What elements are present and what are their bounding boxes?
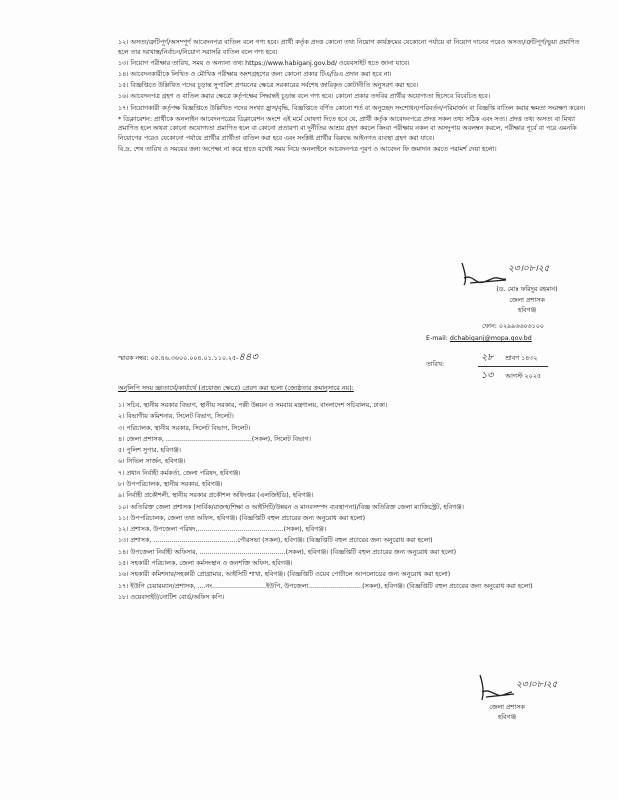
date-label: তারিখ:	[426, 361, 445, 368]
copy-item: ১৩। প্রশাসক, ..........................................পৌরসভা (সকল), হবিগঞ্জ। (বিজ্ঞপ্তিটি বহুল প্রচারের জন্য অনুরোধ করা হলো)	[118, 537, 433, 545]
email-link[interactable]: dchabiganj@mopa.gov.bd	[449, 335, 532, 342]
signatory-phone: ফোন: ০২৯৯৬৬০৬১০০	[482, 323, 544, 330]
footer-signature-date: ২৩।০৮।২৫	[516, 680, 558, 690]
copy-item: ৬। সিভিল সার্জন, হবিগঞ্জ।	[118, 458, 186, 466]
signatory-designation: জেলা প্রশাসক	[509, 297, 545, 304]
copy-item: ১৫। সহকারী পরিচালক, জেলা কর্মসংস্থান ও জনশক্তি অফিস, হবিগঞ্জ।	[118, 559, 293, 567]
signatory-district: হবিগঞ্জ	[517, 307, 537, 314]
copy-item: ১২। প্রশাসক, উপজেলা পরিষদ,...........................................(সকল), হবিগঞ্জ।	[118, 526, 327, 534]
copy-item: ১৬। সহকারী কমিশনার/সহকারী প্রোগ্রামার, আইসিটি শাখা, হবিগঞ্জ। (বিজ্ঞপ্তিটি ওয়েব পোর্টালে আপলোডের জন্য অনুরোধ করা হলো)	[118, 571, 451, 579]
copy-item: ১৪। উপজেলা নির্বাহী অফিসার, ...........................................(সকল), হবিগঞ্জ। (বিজ্ঞপ্তিটি বহুল প্রচারের জন্য অনুরোধ করা হলো)	[118, 548, 457, 556]
copy-item: ১১। উপপরিচালক, জেলা তথ্য অফিস, হবিগঞ্জ। (বিজ্ঞপ্তিটি বহুল প্রচারের জন্য অনুরোধ করা হলো)	[118, 514, 366, 522]
copy-item: ১৮। ওয়েবসাইট/নোটিশ বোর্ড/অফিস কপি।	[118, 593, 225, 601]
date-bangla-day: ২৮	[481, 352, 494, 363]
memo-handwritten-number: ৪৪৩	[238, 352, 258, 363]
email-label: E-mail:	[426, 335, 450, 342]
declaration-note: * ডিক্লারেশন: প্রার্থীকে অনলাইন আবেদনপত্রের ডিক্লারেশন অংশে এই মর্মে ঘোষণা দিতে হবে যে, প্রার্থী কর্তৃক আবেদনপত্রে প্রদত্ত সকল তথ্য সঠিক এবং সত্য। প্রদত্ত তথ্য অসত্য বা মিথ্যা প্রমাণিত হলে অথবা কোনো অযোগ্যতা প্রমাণিত হলে বা কোনো প্রতারণা বা দুর্নীতির আশ্রয় গ্রহণ করলে কিংবা পরীক্ষায় নকল বা অসদুপায় অবলম্বন করলে, পরীক্ষার পূর্বে বা পরে এমনকি নিয়োগের পরেও যেকোনো পর্যায়ে প্রার্থীর প্রার্থীতা বাতিল করা হবে এবং সংশ্লিষ্ট প্রার্থীর বিরুদ্ধে আইনগত ব্যবস্থা গ্রহণ করা যাবে।	[118, 115, 577, 142]
copy-item: ১৭। ইউপি চেয়ারম্যান/প্রশাসক, ....নং...........................ইউপি, উপজেলা...........................(সকল), হবিগঞ্জ। (বিজ্ঞপ্তিটি বহুল প্রচারের জন্য অনুরোধ করা হলো)	[118, 582, 533, 590]
copy-item: ১। সচিব, স্থানীয় সরকার বিভাগ, স্থানীয় সরকার, পল্লী উন্নয়ন ও সমবায় মন্ত্রণালয়, বাংলাদেশ সচিবালয়, ঢাকা।	[118, 402, 388, 409]
signatory-email	[426, 334, 606, 344]
copy-heading: অনুলিপি সদয় জ্ঞাতার্থে/কার্যার্থে (প্রযোজ্য ক্ষেত্রে) প্রেরণ করা হলো (জ্যেষ্ঠতার ক্রমানুসারে নয়):	[118, 385, 354, 392]
signature-date: ২৩।০৮।২৫	[508, 264, 550, 274]
copy-item: ৭। প্রধান নির্বাহী কর্মকর্তা, জেলা পরিষদ, হবিগঞ্জ।	[118, 469, 241, 477]
date-bangla-month: শ্রাবণ ১৪৩২	[505, 355, 538, 362]
signatory-name: (ড. মোঃ ফরিদুর রহমান)	[496, 286, 558, 293]
special-note: বি.দ্র. শেষ তারিখ ও সময়ের জন্য অপেক্ষা না করে হাতে যথেষ্ট সময় নিয়ে অনলাইনে আবেদনপত্র পূরণ ও আবেদন ফি জমাদান করতে পরামর্শ দেয়া হলো।	[118, 146, 497, 154]
footer-district: হবিগঞ্জ	[497, 714, 517, 721]
term-17: ১৭। নিয়োগকারী কর্তৃপক্ষ বিজ্ঞপ্তিতে উল্লিখিত পদের সংখ্যা হ্রাস/বৃদ্ধি, বিজ্ঞপ্তিতে বর্ণিত কোনো শর্ত বা অনুচ্ছেদ সংশোধন/পরিবর্তন/পরিমার্জন বা বিজ্ঞপ্তি বাতিল করার ক্ষমতা সংরক্ষণ করেন।	[118, 104, 586, 112]
date-english	[481, 371, 541, 382]
term-12: ১২। অসত্য/ত্রুটিপূর্ণ/অসম্পূর্ণ আবেদনপত্র বাতিল বলে গণ্য হবে। প্রার্থী কর্তৃক প্রদত্ত কোনো তথ্য নিয়োগ কার্যক্রমের যেকোনো পর্যায়ে বা নিয়োগ দানের পরেও অসত্য/ত্রুটিপূর্ণ/ভুয়া প্রমাণিত হলে তার দরখাস্ত/নির্বাচন/নিয়োগ সরাসরি বাতিল বলে গণ্য হবে।	[118, 39, 580, 56]
date-bangla	[481, 353, 537, 364]
date-english-day: ১৩	[481, 370, 494, 381]
copy-item: ৪। জেলা প্রশাসক, ...........................................(সকল), সিলেট বিভাগ।	[118, 435, 311, 443]
term-15: ১৫। বিজ্ঞপ্তিতে উল্লিখিত পদের চূড়ান্ত সুপারিশ প্রণয়নের ক্ষেত্রে সরকারের সর্বশেষ জারিকৃত কোটানীতি অনুসরণ করা হবে।	[118, 82, 419, 90]
copy-item: ৫। পুলিশ সুপার, হবিগঞ্জ।	[118, 447, 181, 455]
term-16: ১৬। আবেদনপত্র গ্রহণ ও বাতিল করার ক্ষেত্রে কর্তৃপক্ষের সিদ্ধান্তই চূড়ান্ত বলে গণ্য হবে। কোনো প্রকার তদবির প্রার্থীর অযোগ্যতা হিসেবে বিবেচিত হবে।	[118, 93, 491, 101]
copy-item: ৩। পরিচালক, স্থানীয় সরকার, সিলেট বিভাগ, সিলেট।	[118, 424, 251, 432]
copy-item: ১০। অতিরিক্ত জেলা প্রশাসক (সার্বিক/রাজস্ব/শিক্ষা ও আইসিটি/উন্নয়ন ও মানবসম্পদ ব্যবস্থাপনা)/বিজ্ঞ অতিরিক্ত জেলা ম্যাজিস্ট্রেট, হবিগঞ্জ।	[118, 503, 464, 511]
term-14: ১৪। আবেদনকারীকে লিখিত ও মৌখিক পরীক্ষায় অংশগ্রহণের জন্য কোনো প্রকার টিএ/ডিএ প্রদান করা হবে না।	[118, 70, 392, 78]
copy-item: ৮। উপপরিচালক, স্থানীয় সরকার, হবিগঞ্জ।	[118, 480, 223, 488]
copy-list	[118, 401, 593, 604]
memo-label: স্মারক নম্বর: ০৫.৪৬.৩৬০০.০০৪.০১.১১০.২৫-	[118, 355, 239, 362]
terms-section	[118, 38, 588, 156]
copy-item: ২। বিভাগীয় কমিশনার, সিলেট বিভাগ, সিলেট।	[118, 413, 234, 421]
copy-item: ৯। নির্বাহী প্রকৌশলী, স্থানীয় সরকার প্রকৌশল অধিদপ্তর (এলজিইডি), হবিগঞ্জ।	[118, 492, 314, 500]
footer-signatory	[440, 672, 590, 702]
date-english-month: আগস্ট ২০২৫	[505, 373, 541, 380]
term-13: ১৩। নিয়োগ পরীক্ষার তারিখ, সময় ও অন্যান্য তথ্য https://www.habiganj.gov.bd/ ওয়েবসাইট হতে জানা যাবে।	[118, 59, 410, 67]
date-divider	[478, 366, 548, 367]
footer-designation: জেলা প্রশাসক	[489, 704, 525, 711]
footer-handwritten-signature	[440, 672, 590, 702]
memo-number	[118, 353, 258, 364]
signatory-block	[440, 258, 590, 288]
